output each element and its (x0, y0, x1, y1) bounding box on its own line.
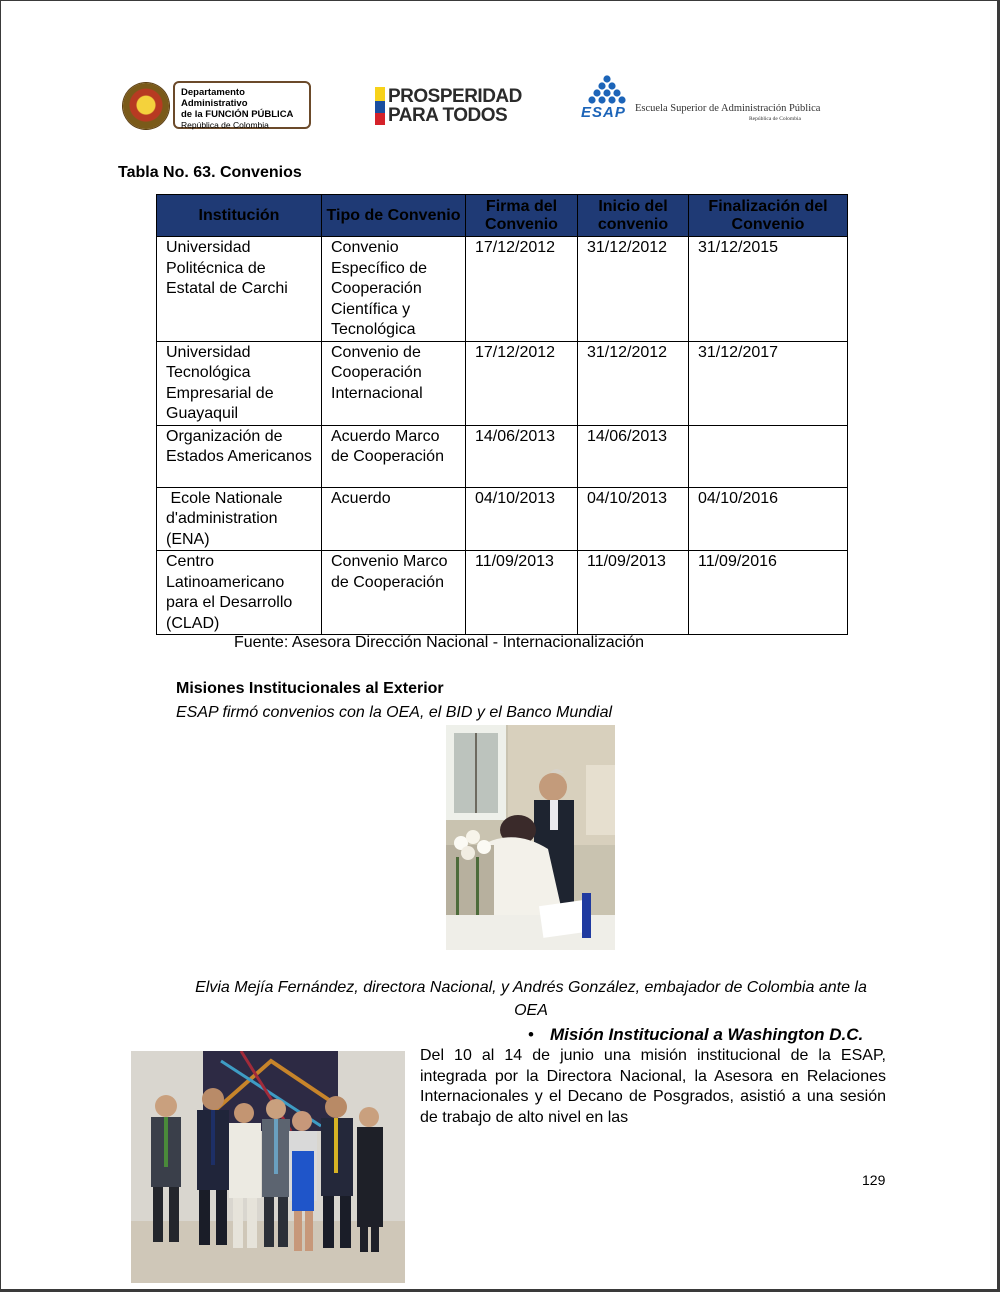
colombia-coat-of-arms-seal (123, 83, 169, 129)
cell-firma: 17/12/2012 (466, 341, 578, 425)
cell-institucion: Ecole Nationale d'administration (ENA) (157, 487, 322, 551)
funcion-publica-label-box (173, 81, 311, 129)
section-heading: Misiones Institucionales al Exterior (176, 680, 444, 697)
col-header-firma: Firma del Convenio (466, 195, 578, 237)
funcion-publica-logo (123, 81, 313, 133)
cell-tipo: Convenio de Cooperación Internacional (322, 341, 466, 425)
esap-full-name: Escuela Superior de Administración Pública (635, 103, 821, 114)
table-row (157, 237, 848, 342)
section-subtitle: ESAP firmó convenios con la OEA, el BID y el Banco Mundial (176, 704, 613, 721)
cell-finalizacion: 31/12/2017 (689, 341, 848, 425)
cell-inicio: 31/12/2012 (578, 341, 689, 425)
cell-inicio: 04/10/2013 (578, 487, 689, 551)
table-title: Tabla No. 63. Convenios (118, 164, 302, 181)
bullet-icon: • (528, 1025, 534, 1044)
dafp-line-2: de la FUNCIÓN PÚBLICA (181, 109, 294, 120)
esap-acronym: ESAP (581, 104, 626, 121)
table-source: Fuente: Asesora Dirección Nacional - Internacionalización (234, 634, 644, 651)
cell-tipo: Acuerdo (322, 487, 466, 551)
photo-group-mission (131, 1051, 405, 1283)
cell-tipo: Convenio Marco de Cooperación (322, 551, 466, 635)
cell-inicio: 14/06/2013 (578, 425, 689, 487)
col-header-finalizacion: Finalización del Convenio (689, 195, 848, 237)
cell-firma: 04/10/2013 (466, 487, 578, 551)
cell-institucion: Universidad Politécnica de Estatal de Carchi (157, 237, 322, 342)
cell-inicio: 31/12/2012 (578, 237, 689, 342)
page-number: 129 (862, 1172, 886, 1188)
prosperidad-line-2: PARA TODOS (388, 105, 508, 126)
cell-firma: 11/09/2013 (466, 551, 578, 635)
esap-country: República de Colombia (749, 116, 801, 122)
flag-red-stripe (375, 113, 385, 125)
cell-institucion: Universidad Tecnológica Empresarial de Guayaquil (157, 341, 322, 425)
cell-tipo: Acuerdo Marco de Cooperación (322, 425, 466, 487)
cell-inicio: 11/09/2013 (578, 551, 689, 635)
prosperidad-wordmark (388, 87, 522, 125)
cell-institucion: Centro Latinoamericano para el Desarrollo (CLAD) (157, 551, 322, 635)
col-header-institucion: Institución (157, 195, 322, 237)
cell-institucion: Organización de Estados Americanos (157, 425, 322, 487)
table-header-row (157, 195, 848, 237)
cell-finalizacion: 11/09/2016 (689, 551, 848, 635)
bullet-heading (528, 1025, 863, 1045)
table-row (157, 425, 848, 487)
flag-yellow-stripe (375, 87, 385, 101)
table-row (157, 341, 848, 425)
cell-finalizacion (689, 425, 848, 487)
bullet-text: Misión Institucional a Washington D.C. (549, 1025, 864, 1044)
table-row (157, 551, 848, 635)
dafp-line-1: Departamento Administrativo (181, 87, 248, 109)
table-row (157, 487, 848, 551)
prosperidad-line-1: PROSPERIDAD (388, 86, 522, 107)
cell-finalizacion: 04/10/2016 (689, 487, 848, 551)
esap-dots-icon (581, 75, 633, 105)
dafp-line-3: República de Colombia (181, 120, 269, 130)
photo-signing-agreement (446, 725, 615, 950)
prosperidad-para-todos-logo (375, 87, 527, 127)
cell-firma: 14/06/2013 (466, 425, 578, 487)
col-header-inicio: Inicio del convenio (578, 195, 689, 237)
esap-logo (579, 75, 821, 127)
mission-paragraph: Del 10 al 14 de junio una misión institucional de la ESAP, integrada por la Directora Nacional, la Asesora en Relaciones Internacionales y el Decano de Posgrados, asistió a una sesión de trabajo de alto nivel en las (420, 1047, 886, 1126)
col-header-tipo: Tipo de Convenio (322, 195, 466, 237)
cell-finalizacion: 31/12/2015 (689, 237, 848, 342)
photo-caption: Elvia Mejía Fernández, directora Nacional, y Andrés González, embajador de Colombia ante la OEA (195, 979, 867, 1019)
flag-blue-stripe (375, 101, 385, 113)
cell-tipo: Convenio Específico de Cooperación Científica y Tecnológica (322, 237, 466, 342)
cell-firma: 17/12/2012 (466, 237, 578, 342)
convenios-table (156, 194, 848, 635)
